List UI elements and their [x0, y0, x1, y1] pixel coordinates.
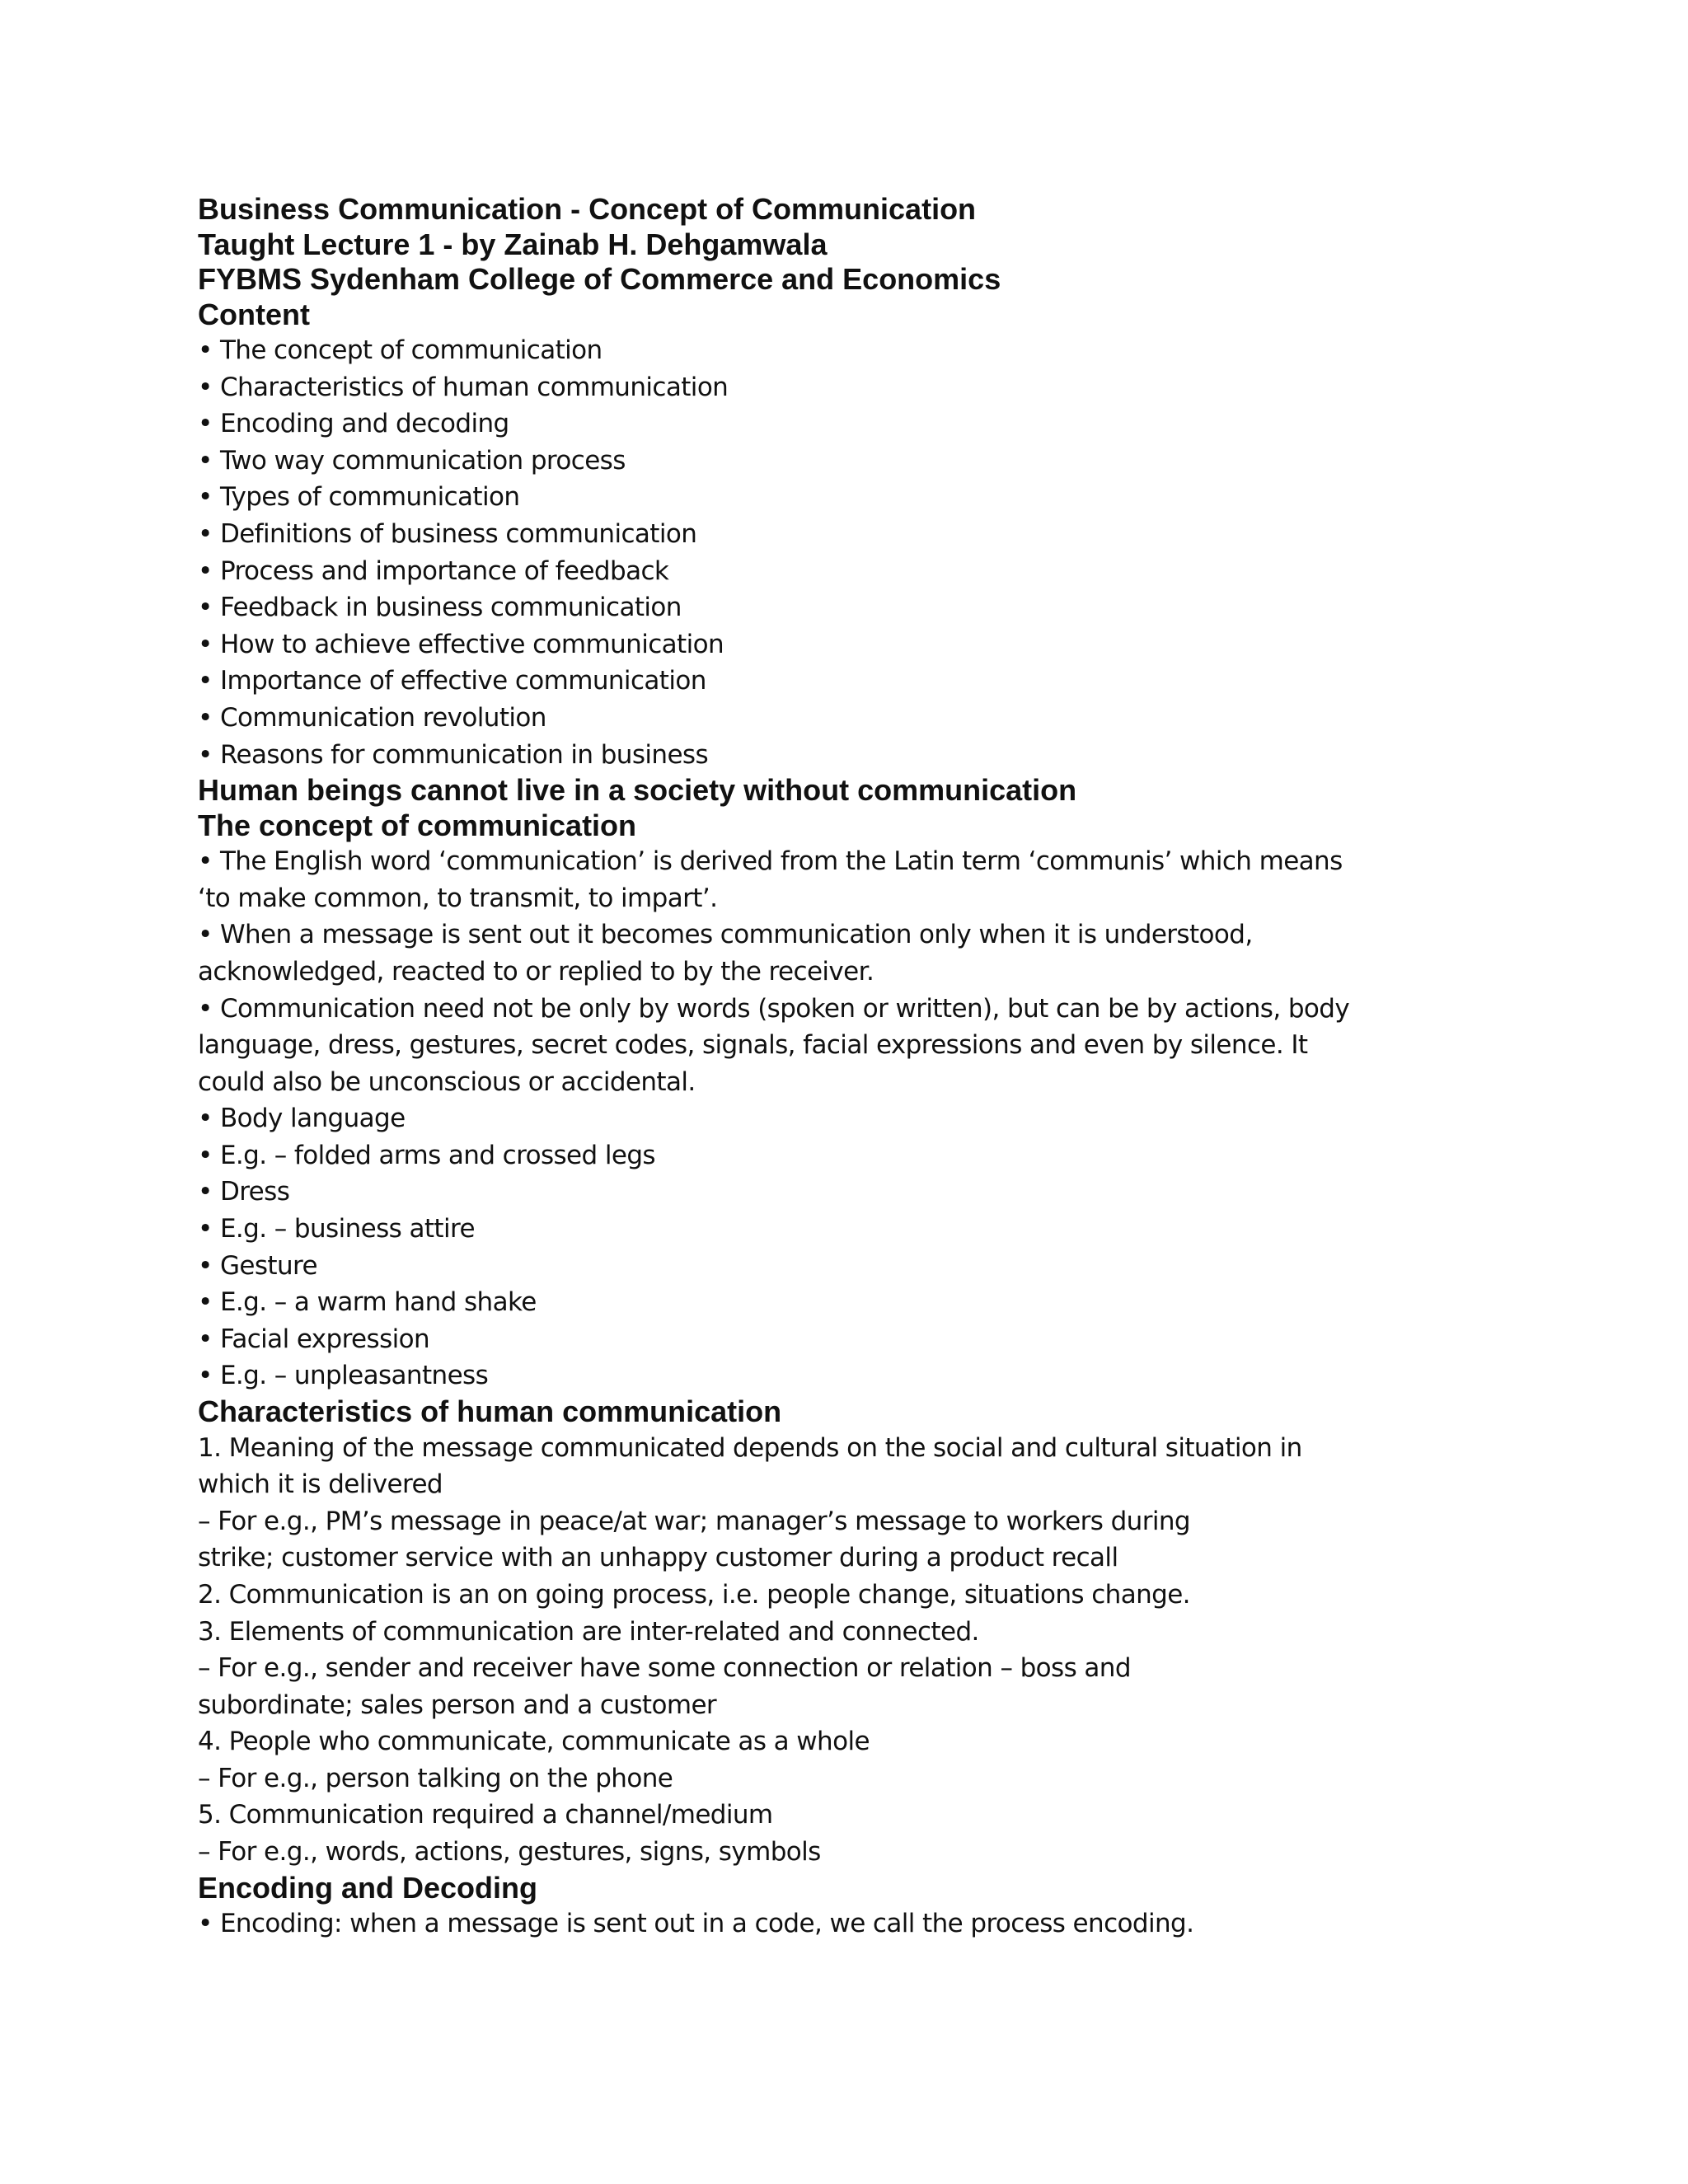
content-list-item: • The concept of communication — [198, 335, 603, 365]
body-text-line: strike; customer service with an unhappy customer during a product recall — [198, 1543, 1118, 1573]
body-text-line: – For e.g., sender and receiver have some connection or relation – boss and — [198, 1653, 1131, 1684]
body-text-line: 1. Meaning of the message communicated depends on the social and cultural situation in — [198, 1432, 1302, 1463]
body-text-line: ‘to make common, to transmit, to impart’. — [198, 883, 718, 913]
content-list-item: • Encoding and decoding — [198, 409, 509, 439]
document-body — [198, 192, 1599, 1943]
content-list-item: • Types of communication — [198, 482, 520, 513]
body-text-line: subordinate; sales person and a customer — [198, 1690, 717, 1720]
body-text-line: – For e.g., words, actions, gestures, signs, symbols — [198, 1837, 821, 1868]
body-text-line: – For e.g., person talking on the phone — [198, 1763, 673, 1793]
body-text-line: • Dress — [198, 1177, 290, 1207]
body-text-line: • Facial expression — [198, 1324, 430, 1354]
body-text-line: • When a message is sent out it becomes communication only when it is understood, — [198, 920, 1253, 950]
body-text-line: • The English word ‘communication’ is derived from the Latin term ‘communis’ which means — [198, 846, 1343, 877]
section-heading-encoding: Encoding and Decoding — [198, 1870, 537, 1905]
body-text-line: 4. People who communicate, communicate as a whole — [198, 1727, 870, 1757]
body-text-line: language, dress, gestures, secret codes, signals, facial expressions and even by silence. It — [198, 1030, 1308, 1061]
section-heading-concept: The concept of communication — [198, 808, 637, 842]
body-text-line: 2. Communication is an on going process, i.e. people change, situations change. — [198, 1579, 1190, 1610]
section-heading-characteristics: Characteristics of human communication — [198, 1394, 782, 1429]
content-list-item: • Feedback in business communication — [198, 593, 682, 623]
content-list-item: • Two way communication process — [198, 445, 626, 476]
body-text-line: • E.g. – folded arms and crossed legs — [198, 1140, 655, 1170]
body-text-line: 3. Elements of communication are inter-related and connected. — [198, 1616, 979, 1647]
document-title: Business Communication - Concept of Communication — [198, 192, 977, 226]
body-text-line: • Encoding: when a message is sent out in a code, we call the process encoding. — [198, 1909, 1194, 1939]
body-text-line: could also be unconscious or accidental. — [198, 1066, 696, 1097]
body-text-line: 5. Communication required a channel/medium — [198, 1800, 773, 1830]
body-text-line: • E.g. – unpleasantness — [198, 1361, 489, 1391]
content-list-item: • Process and importance of feedback — [198, 555, 669, 586]
body-text-line: – For e.g., PM’s message in peace/at war; manager’s message to workers during — [198, 1506, 1190, 1536]
content-list-item: • Characteristics of human communication — [198, 372, 729, 402]
institution-heading: FYBMS Sydenham College of Commerce and Economics — [198, 262, 1001, 296]
body-text-line: • Communication need not be only by words (spoken or written), but can be by actions, body — [198, 993, 1350, 1024]
section-heading-human-beings: Human beings cannot live in a society without communication — [198, 773, 1077, 808]
body-text-line: which it is delivered — [198, 1469, 443, 1500]
content-list-item: • Communication revolution — [198, 702, 546, 733]
body-text-line: • Gesture — [198, 1250, 317, 1281]
body-text-line: • Body language — [198, 1104, 406, 1134]
lecture-subtitle: Taught Lecture 1 - by Zainab H. Dehgamwala — [198, 227, 828, 261]
body-text-line: • E.g. – business attire — [198, 1214, 475, 1244]
body-text-line: acknowledged, reacted to or replied to by the receiver. — [198, 956, 874, 987]
section-heading-content: Content — [198, 297, 310, 331]
content-list-item: • Importance of effective communication — [198, 666, 706, 696]
content-list-item: • Definitions of business communication — [198, 518, 697, 549]
content-list-item: • Reasons for communication in business — [198, 739, 709, 770]
content-list-item: • How to achieve effective communication — [198, 629, 724, 659]
body-text-line: • E.g. – a warm hand shake — [198, 1287, 537, 1318]
